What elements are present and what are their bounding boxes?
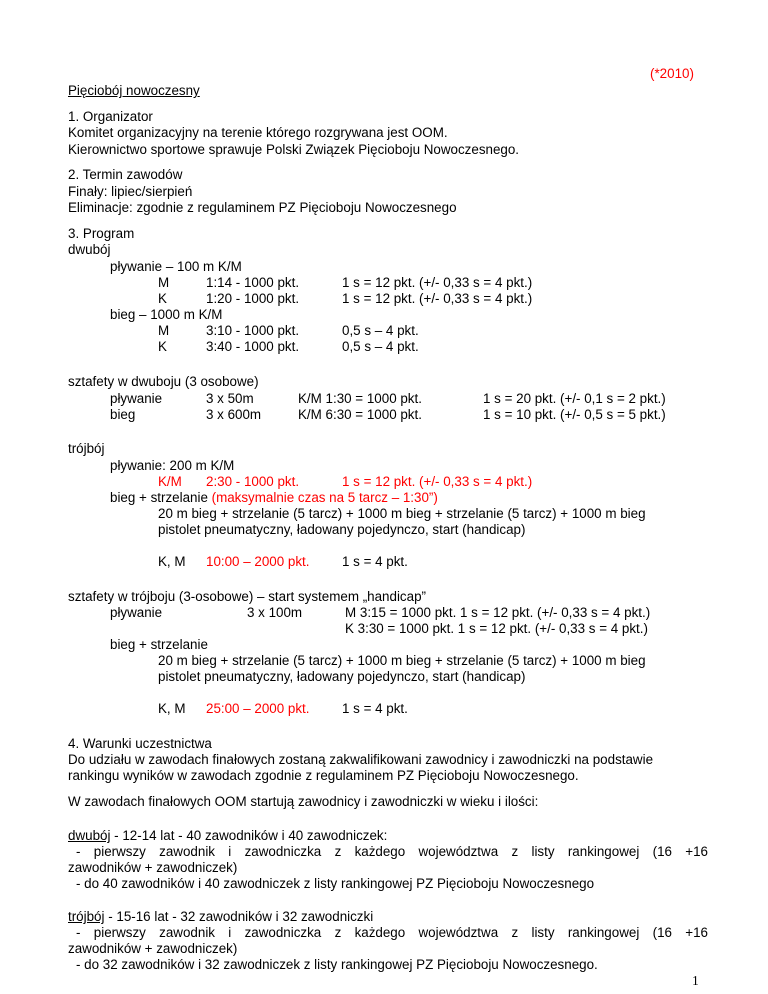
section-heading-dates: 2. Termin zawodów — [68, 167, 183, 182]
dwuboj-run-m-sex: M — [158, 323, 170, 338]
dwuboj-run-k-rule: 0,5 s – 4 pkt. — [342, 339, 419, 354]
relay-trojboj-laser-rule: 1 s = 4 pkt. — [342, 701, 408, 716]
relay-dwuboj-swim-dist: 3 x 50m — [206, 391, 254, 406]
trojboj-swim-sex: K/M — [158, 474, 182, 489]
relay-trojboj-laser-sex: K, M — [158, 701, 186, 716]
relay-trojboj-laser-time: 25:00 – 2000 pkt. — [206, 701, 310, 716]
relay-dwuboj-run-rule: 1 s = 10 pkt. (+/- 0,5 s = 5 pkt.) — [483, 407, 666, 422]
dwuboj-swim-label: pływanie – 100 m K/M — [110, 259, 242, 274]
dwuboj-run-k-time: 3:40 - 1000 pkt. — [206, 339, 300, 354]
trojboj-laser-rule: 1 s = 4 pkt. — [342, 554, 408, 569]
relay-dwuboj-swim-name: pływanie — [110, 391, 163, 406]
conditions-trojboj-rest: - 15-16 lat - 32 zawodników i 32 zawodniczki — [104, 909, 374, 924]
conditions-para2: W zawodach finałowych OOM startują zawodnicy i zawodniczki w wieku i ilości: — [68, 794, 539, 809]
trojboj-laser-sex: K, M — [158, 554, 186, 569]
relay-trojboj-swim-m-score: M 3:15 = 1000 pkt. 1 s = 12 pkt. (+/- 0,33 s = 4 pkt.) — [345, 605, 651, 620]
trojboj-swim-rule: 1 s = 12 pkt. (+/- 0,33 s = 4 pkt.) — [342, 474, 533, 489]
organizer-line-2: Kierownictwo sportowe sprawuje Polski Związek Pięcioboju Nowoczesnego. — [68, 142, 520, 157]
conditions-dwuboj-item1-line1: - pierwszy zawodnik i zawodniczka z każdego województwa z listy rankingowej (16 +16 — [76, 844, 708, 859]
dates-finals: Finały: lipiec/sierpień — [68, 184, 193, 199]
dwuboj-run-m-rule: 0,5 s – 4 pkt. — [342, 323, 419, 338]
conditions-para1-line1: Do udziału w zawodach finałowych zostaną zakwalifikowani zawodnicy i zawodniczki na podstawie — [68, 752, 654, 767]
conditions-trojboj-item2: - do 32 zawodników i 32 zawodniczek z listy rankingowej PZ Pięcioboju Nowoczesnego. — [76, 957, 598, 972]
page-number: 1 — [692, 973, 699, 988]
section-heading-organizer: 1. Organizator — [68, 109, 153, 124]
relay-trojboj-swim-dist: 3 x 100m — [247, 605, 303, 620]
relay-dwuboj-label: sztafety w dwuboju (3 osobowe) — [68, 374, 259, 389]
conditions-dwuboj-item2: - do 40 zawodników i 40 zawodniczek z listy rankingowej PZ Pięcioboju Nowoczesnego — [76, 876, 595, 891]
section-heading-program: 3. Program — [68, 226, 135, 241]
relay-dwuboj-run-score: K/M 6:30 = 1000 pkt. — [298, 407, 422, 422]
trojboj-laser-desc-2: pistolet pneumatyczny, ładowany pojedynczo, start (handicap) — [158, 522, 526, 537]
dates-eliminations: Eliminacje: zgodnie z regulaminem PZ Pięcioboju Nowoczesnego — [68, 200, 457, 215]
conditions-trojboj-line — [68, 908, 373, 925]
trojboj-laser-desc-1: 20 m bieg + strzelanie (5 tarcz) + 1000 m bieg + strzelanie (5 tarcz) + 1000 m bieg — [158, 506, 646, 521]
conditions-dwuboj-line — [68, 827, 387, 844]
section-heading-conditions: 4. Warunki uczestnictwa — [68, 736, 212, 751]
relay-trojboj-laser-label: bieg + strzelanie — [110, 637, 208, 652]
relay-dwuboj-run-dist: 3 x 600m — [206, 407, 262, 422]
conditions-dwuboj-head: dwubój — [68, 828, 111, 843]
conditions-trojboj-item1-line2: zawodników + zawodniczek) — [68, 941, 238, 956]
dwuboj-run-m-time: 3:10 - 1000 pkt. — [206, 323, 300, 338]
dwuboj-run-k-sex: K — [158, 339, 167, 354]
relay-trojboj-swim-k-score: K 3:30 = 1000 pkt. 1 s = 12 pkt. (+/- 0,33 s = 4 pkt.) — [345, 621, 648, 636]
conditions-trojboj-head: trójbój — [68, 909, 105, 924]
organizer-line-1: Komitet organizacyjny na terenie którego rozgrywana jest OOM. — [68, 125, 448, 140]
conditions-para1-line2: rankingu wyników w zawodach zgodnie z regulaminem PZ Pięcioboju Nowoczesnego. — [68, 768, 579, 783]
trojboj-label: trójbój — [68, 441, 105, 456]
trojboj-laser-time: 10:00 – 2000 pkt. — [206, 554, 310, 569]
trojboj-swim-label: pływanie: 200 m K/M — [110, 458, 235, 473]
dwuboj-swim-m-time: 1:14 - 1000 pkt. — [206, 275, 300, 290]
conditions-dwuboj-rest: - 12-14 lat - 40 zawodników i 40 zawodniczek: — [110, 828, 388, 843]
dwuboj-swim-m-sex: M — [158, 275, 170, 290]
relay-trojboj-laser-desc-1: 20 m bieg + strzelanie (5 tarcz) + 1000 m bieg + strzelanie (5 tarcz) + 1000 m bieg — [158, 653, 646, 668]
relay-trojboj-swim-name: pływanie — [110, 605, 163, 620]
trojboj-swim-time: 2:30 - 1000 pkt. — [206, 474, 300, 489]
dwuboj-swim-m-rule: 1 s = 12 pkt. (+/- 0,33 s = 4 pkt.) — [342, 275, 533, 290]
dwuboj-label: dwubój — [68, 242, 111, 257]
conditions-trojboj-item1-line1: - pierwszy zawodnik i zawodniczka z każdego województwa z listy rankingowej (16 +16 — [76, 925, 708, 940]
relay-dwuboj-swim-rule: 1 s = 20 pkt. (+/- 0,1 s = 2 pkt.) — [483, 391, 666, 406]
relay-dwuboj-swim-score: K/M 1:30 = 1000 pkt. — [298, 391, 422, 406]
dwuboj-swim-k-time: 1:20 - 1000 pkt. — [206, 291, 300, 306]
relay-trojboj-laser-desc-2: pistolet pneumatyczny, ładowany pojedynczo, start (handicap) — [158, 669, 526, 684]
year-note: (*2010) — [650, 66, 694, 81]
trojboj-laser-label: bieg + strzelanie — [110, 490, 212, 505]
relay-dwuboj-run-name: bieg — [110, 407, 136, 422]
dwuboj-swim-k-rule: 1 s = 12 pkt. (+/- 0,33 s = 4 pkt.) — [342, 291, 533, 306]
relay-trojboj-label: sztafety w trójboju (3-osobowe) – start systemem „handicap” — [68, 589, 426, 604]
conditions-dwuboj-item1-line2: zawodników + zawodniczek) — [68, 860, 238, 875]
trojboj-laser-line — [110, 489, 438, 506]
document-title: Pięciobój nowoczesny — [68, 83, 200, 98]
dwuboj-run-label: bieg – 1000 m K/M — [110, 307, 223, 322]
trojboj-laser-note: (maksymalnie czas na 5 tarcz – 1:30”) — [211, 490, 438, 505]
dwuboj-swim-k-sex: K — [158, 291, 167, 306]
